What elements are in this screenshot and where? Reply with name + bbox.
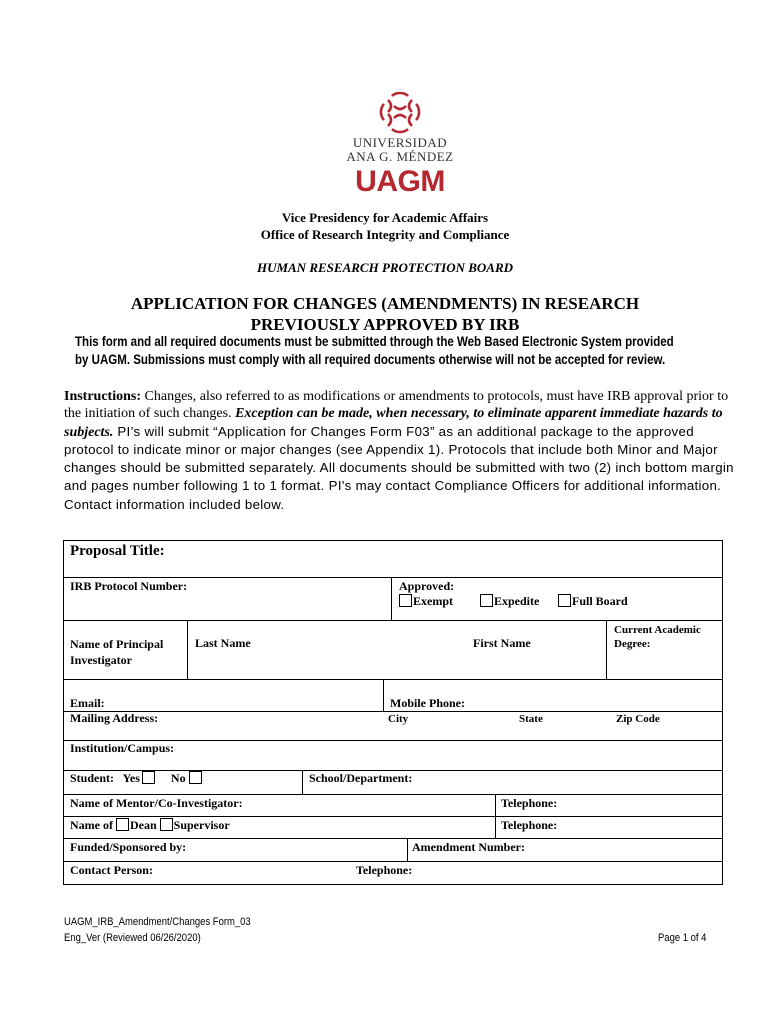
instructions	[64, 388, 740, 514]
exempt-checkbox[interactable]	[399, 594, 412, 607]
pi-name-label-2: Investigator	[70, 653, 132, 667]
full-board-checkbox[interactable]	[558, 594, 571, 607]
degree-label-1: Current Academic	[614, 624, 701, 636]
application-form	[63, 540, 723, 885]
instructions-text-1: Changes, also referred to as modifications or amendments to protocols, must have IRB approval prior to the initiation of such changes.	[64, 389, 729, 422]
pi-name-label-1: Name of Principal	[70, 637, 164, 651]
student-field	[70, 771, 203, 786]
last-name-label: Last Name	[195, 636, 251, 650]
full-board-label: Full Board	[572, 594, 628, 608]
header-line-2: Office of Research Integrity and Compliance	[260, 227, 510, 242]
approved-label: Approved:	[399, 579, 455, 593]
zip-code-label: Zip Code	[616, 713, 660, 725]
logo-line-2: ANA G. MÉNDEZ	[346, 149, 454, 164]
contact-person-label: Contact Person:	[70, 863, 153, 877]
name-of-field	[70, 818, 230, 833]
mentor-label: Name of Mentor/Co-Investigator:	[70, 796, 243, 810]
dean-checkbox[interactable]	[116, 818, 129, 831]
expedite-checkbox[interactable]	[480, 594, 493, 607]
first-name-label: First Name	[473, 636, 531, 650]
irb-protocol-number-label: IRB Protocol Number:	[70, 579, 188, 593]
full-board-option[interactable]	[558, 594, 628, 609]
page-number: Page 1 of 4	[658, 932, 707, 944]
city-label: City	[388, 713, 409, 725]
yes-checkbox[interactable]	[142, 771, 155, 784]
instructions-text-2: PI’s will submit “Application for Changes Form F03” as an additional package to the approved protocol to indicate minor or major changes (see Appendix 1). Protocols that include both Minor and Major changes should be submitted separately. All documents should be submitted with two (2) inch bottom margin and pages number following 1 to 1 format. PI's may contact Compliance Officers for additional information. Contact information included below.	[64, 423, 734, 512]
dean-label: Dean	[129, 818, 157, 832]
logo-line-1: UNIVERSIDAD	[352, 135, 448, 150]
no-checkbox[interactable]	[189, 771, 202, 784]
expedite-label: Expedite	[494, 594, 540, 608]
board-name: HUMAN RESEARCH PROTECTION BOARD	[256, 260, 514, 275]
student-label: Student:	[70, 771, 115, 785]
submission-notice	[75, 333, 725, 369]
dean-telephone-label: Telephone:	[501, 818, 558, 832]
exempt-option[interactable]	[399, 594, 453, 609]
mentor-telephone-label: Telephone:	[501, 796, 558, 810]
mobile-phone-label: Mobile Phone:	[390, 696, 465, 710]
uagm-emblem-icon	[378, 92, 422, 134]
degree-label-2: Degree:	[614, 638, 651, 650]
header-line-1: Vice Presidency for Academic Affairs	[281, 210, 489, 225]
yes-label: Yes	[122, 771, 140, 785]
email-label: Email:	[70, 696, 105, 710]
name-of-label: Name of	[70, 818, 113, 832]
no-label: No	[170, 771, 186, 785]
form-version: Eng_Ver (Reviewed 06/26/2020)	[64, 932, 201, 944]
expedite-option[interactable]	[480, 594, 539, 609]
instructions-label: Instructions:	[64, 389, 142, 404]
form-id: UAGM_IRB_Amendment/Changes Form_03	[64, 916, 251, 928]
instructions-emphasis: Exception can be made, when necessary, to eliminate apparent immediate hazards to subjects.	[64, 406, 723, 440]
supervisor-label: Supervisor	[173, 818, 230, 832]
logo-acronym: UAGM	[355, 165, 445, 198]
contact-telephone-label: Telephone:	[356, 863, 413, 877]
title-line-2: PREVIOUSLY APPROVED BY IRB	[250, 315, 520, 334]
uagm-logo	[340, 92, 460, 198]
notice-line-1: This form and all required documents must be submitted through the Web Based Electronic System provided	[75, 334, 674, 349]
title-line-1: APPLICATION FOR CHANGES (AMENDMENTS) IN RESEARCH	[130, 294, 640, 313]
amendment-number-label: Amendment Number:	[412, 840, 525, 854]
institution-label: Institution/Campus:	[70, 741, 175, 755]
state-label: State	[519, 713, 543, 725]
exempt-label: Exempt	[413, 594, 453, 608]
proposal-title-label: Proposal Title:	[70, 543, 165, 559]
school-department-label: School/Department:	[309, 771, 413, 785]
notice-line-2: by UAGM. Submissions must comply with all required documents otherwise will not be accepted for review.	[75, 352, 666, 367]
supervisor-checkbox[interactable]	[160, 818, 173, 831]
funded-by-label: Funded/Sponsored by:	[70, 840, 187, 854]
mailing-address-label: Mailing Address:	[70, 711, 159, 725]
